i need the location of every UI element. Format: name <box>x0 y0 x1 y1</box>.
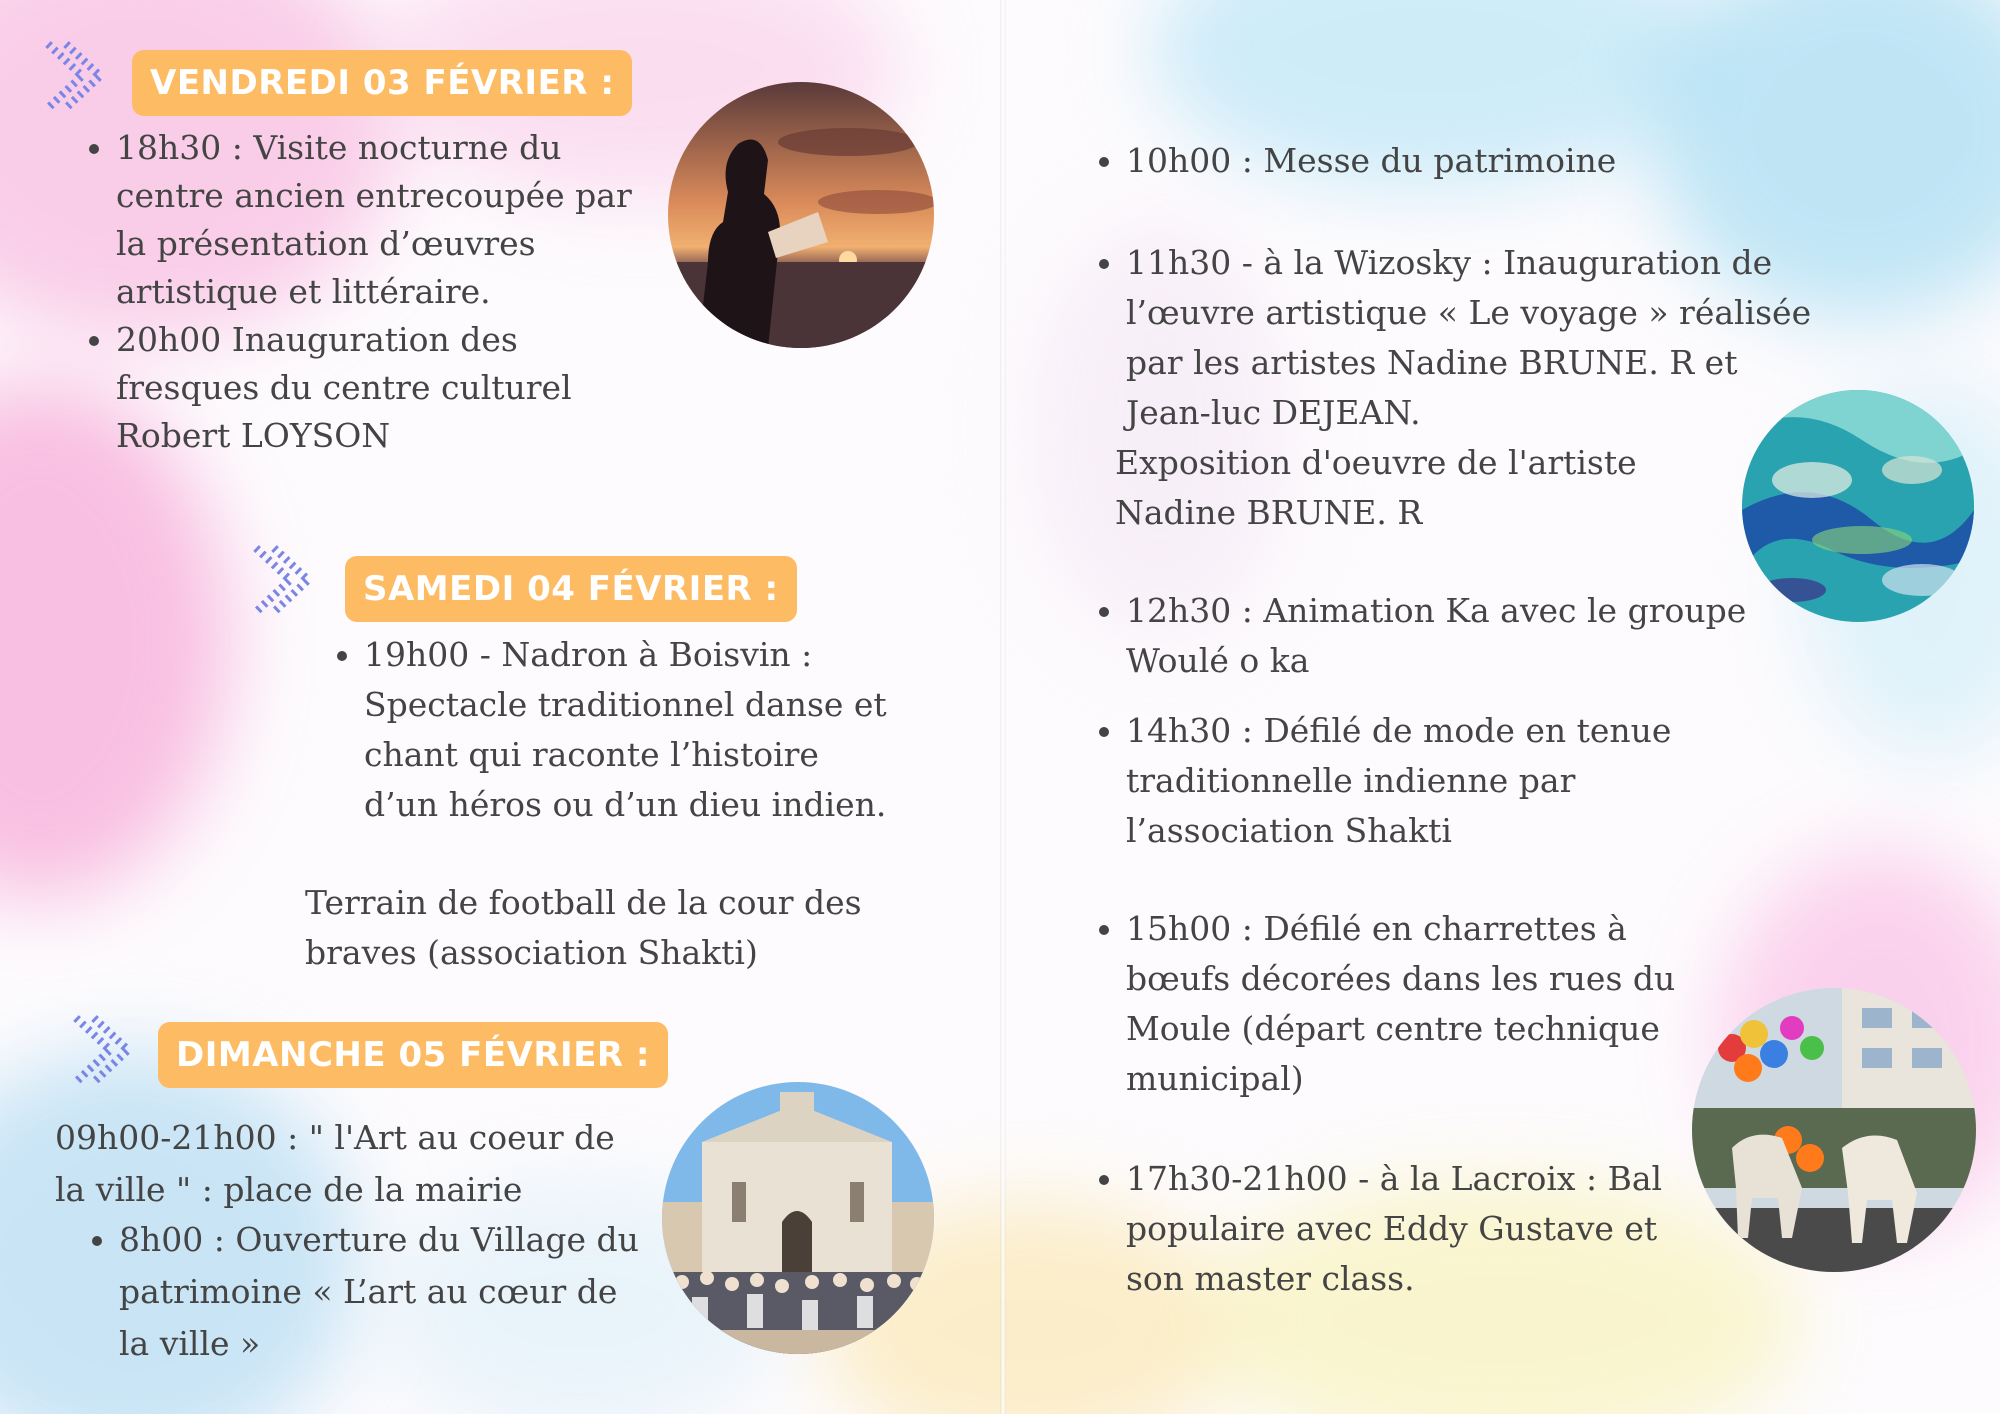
sunday-program <box>85 1214 645 1370</box>
heading-friday: VENDREDI 03 FÉVRIER : <box>132 50 632 116</box>
ox-cart-parade-photo <box>1692 988 1976 1272</box>
list-item: • 18h30 : Visite nocturne du centre ancien entrecoupée par la présentation d’œuvres artistique et littéraire. <box>116 124 642 316</box>
abstract-artwork-photo <box>1742 390 1974 622</box>
right-item-exhibition <box>1115 438 1675 538</box>
list-item: • 19h00 - Nadron à Boisvin : Spectacle traditionnel danse et chant qui raconte l’histoire d’un héros ou d’un dieu indien. <box>364 630 890 830</box>
heading-sunday: DIMANCHE 05 FÉVRIER : <box>158 1022 668 1088</box>
right-item-fashion <box>1092 706 1732 856</box>
right-item-carts <box>1092 904 1732 1104</box>
reading-sunset-photo <box>668 82 934 348</box>
right-item-ball <box>1092 1154 1712 1304</box>
intro-text: 09h00-21h00 : " l'Art au coeur de la ville " : place de la mairie <box>55 1118 615 1209</box>
church-crowd-photo <box>662 1082 934 1354</box>
page-fold <box>1000 0 1006 1414</box>
list-item: • 12h30 : Animation Ka avec le groupe Woulé o ka <box>1126 586 1772 686</box>
list-item: • 8h00 : Ouverture du Village du patrimoine « L’art au cœur de la ville » <box>119 1214 645 1370</box>
exhibition-text: Exposition d'oeuvre de l'artiste Nadine BRUNE. R <box>1115 443 1637 532</box>
saturday-program <box>330 630 890 830</box>
chevron-right-icon <box>250 540 320 620</box>
right-item-mass <box>1092 136 1812 186</box>
list-item: • 20h00 Inauguration des fresques du centre culturel Robert LOYSON <box>116 316 642 460</box>
venue-text: Terrain de football de la cour des braves (association Shakti) <box>305 883 862 972</box>
chevron-right-icon <box>42 36 112 116</box>
friday-program <box>82 124 642 460</box>
list-item: • 11h30 - à la Wizosky : Inauguration de l’œuvre artistique « Le voyage » réalisée par les artistes Nadine BRUNE. R et Jean-luc DEJEAN. <box>1126 238 1832 438</box>
chevron-right-icon <box>70 1010 140 1090</box>
list-item: • 10h00 : Messe du patrimoine <box>1126 136 1812 186</box>
right-item-ka <box>1092 586 1772 686</box>
right-item-inauguration <box>1092 238 1832 438</box>
saturday-venue <box>305 878 865 978</box>
list-item: • 15h00 : Défilé en charrettes à bœufs décorées dans les rues du Moule (départ centre technique municipal) <box>1126 904 1732 1104</box>
list-item: • 17h30-21h00 - à la Lacroix : Bal populaire avec Eddy Gustave et son master class. <box>1126 1154 1712 1304</box>
sunday-intro <box>55 1112 655 1216</box>
list-item: • 14h30 : Défilé de mode en tenue traditionnelle indienne par l’association Shakti <box>1126 706 1732 856</box>
heading-saturday: SAMEDI 04 FÉVRIER : <box>345 556 797 622</box>
